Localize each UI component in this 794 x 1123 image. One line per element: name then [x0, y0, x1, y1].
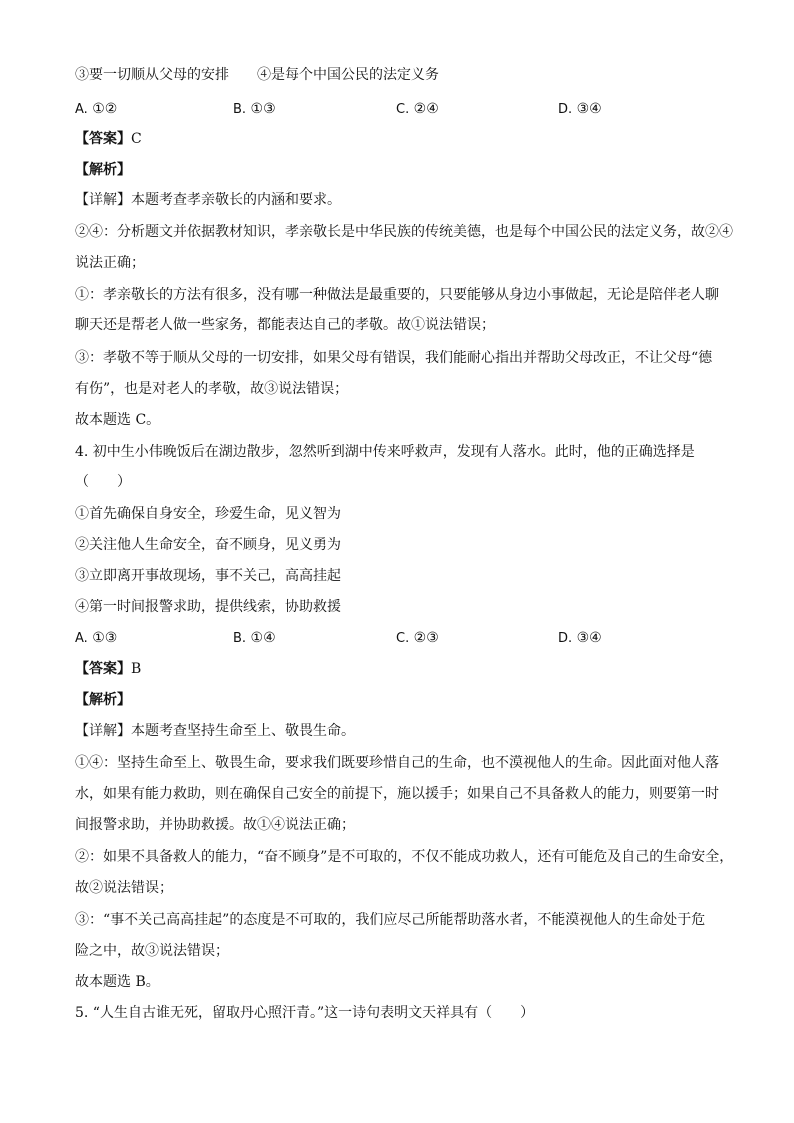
choice-letter: D. [558, 631, 573, 646]
choice-letter: C. [396, 102, 410, 117]
answer-label: 【答案】 [75, 131, 131, 147]
q4-choice-b [233, 628, 276, 649]
q4-stem-b: （ ） [75, 474, 131, 490]
choice-letter: A. [75, 102, 88, 117]
q4-detail-line: 【详解】本题考查坚持生命至上、敬畏生命。 [75, 723, 355, 739]
q4-choice-a [75, 628, 117, 649]
choice-value: ②③ [413, 630, 439, 646]
q4-explanation-1b: 水，如果有能力救助，则在确保自己安全的前提下，施以援手；如果自己不具备救人的能力，则要第一时 [75, 786, 719, 802]
q3-explanation-2b: 聊天还是帮老人做一些家务，都能表达自己的孝敬。故①说法错误； [75, 317, 495, 333]
answer-label: 【答案】 [75, 661, 131, 677]
q4-explanation-3b: 险之中，故③说法错误； [75, 943, 229, 959]
q4-item-2: ②关注他人生命安全，奋不顾身，见义勇为 [75, 537, 341, 553]
q3-explanation-3b: 有伤”，也是对老人的孝敬，故③说法错误； [75, 381, 349, 397]
q4-choice-d [558, 628, 602, 649]
choice-letter: B. [233, 631, 247, 646]
q4-item-3: ③立即离开事故现场，事不关己，高高挂起 [75, 568, 341, 584]
q4-conclusion: 故本题选 B。 [75, 974, 160, 990]
q4-explanation-2a: ②：如果不具备救人的能力，“奋不顾身”是不可取的，不仅不能成功救人，还有可能危及自己的生命安全， [75, 849, 734, 865]
q4-analysis-label: 【解析】 [75, 692, 131, 708]
q3-options-line: ③要一切顺从父母的安排 ④是每个中国公民的法定义务 [75, 67, 439, 83]
q4-explanation-1c: 间报警求助，并协助救援。故①④说法正确； [75, 817, 355, 833]
q4-explanation-2b: 故②说法错误； [75, 880, 173, 896]
q4-item-4: ④第一时间报警求助，提供线索，协助救援 [75, 599, 341, 615]
choice-value: ①④ [250, 630, 276, 646]
q3-explanation-1a: ②④：分析题文并依据教材知识，孝亲敬长是中华民族的传统美德，也是每个中国公民的法定义务，故②④ [75, 224, 733, 240]
choice-value: ①③ [250, 101, 276, 117]
q5-stem: 5. “人生自古谁无死，留取丹心照汗青。”这一诗句表明文天祥具有（ ） [75, 1005, 535, 1021]
q4-answer [75, 659, 725, 679]
choice-value: ③④ [576, 101, 602, 117]
answer-value: C [131, 131, 142, 147]
answer-value: B [131, 661, 142, 677]
choice-value: ①③ [92, 630, 118, 646]
q3-choices [75, 99, 725, 119]
q4-explanation-3a: ③：“事不关己高高挂起”的态度是不可取的，我们应尽己所能帮助落水者，不能漠视他人的生命处于危 [75, 912, 706, 928]
q3-choice-b [233, 99, 276, 120]
choice-letter: C. [396, 631, 410, 646]
q3-answer [75, 129, 725, 149]
q3-explanation-3a: ③：孝敬不等于顺从父母的一切安排，如果父母有错误，我们能耐心指出并帮助父母改正，不让父母“德 [75, 350, 713, 366]
choice-value: ②④ [413, 101, 439, 117]
q3-analysis-label: 【解析】 [75, 162, 131, 178]
q4-stem-a: 4. 初中生小伟晚饭后在湖边散步，忽然听到湖中传来呼救声，发现有人落水。此时，他的正确选择是 [75, 444, 695, 460]
q4-choice-c [396, 628, 439, 649]
choice-letter: B. [233, 102, 247, 117]
q3-explanation-1b: 说法正确； [75, 255, 145, 271]
q3-explanation-2a: ①：孝亲敬长的方法有很多，没有哪一种做法是最重要的，只要能够从身边小事做起，无论是陪伴老人聊 [75, 287, 719, 303]
q3-choice-a [75, 99, 117, 120]
q3-detail-line: 【详解】本题考查孝亲敬长的内涵和要求。 [75, 192, 341, 208]
q4-explanation-1a: ①④：坚持生命至上、敬畏生命，要求我们既要珍惜自己的生命，也不漠视他人的生命。因此面对他人落 [75, 755, 719, 771]
choice-letter: A. [75, 631, 88, 646]
choice-value: ③④ [576, 630, 602, 646]
q4-choices [75, 628, 725, 648]
q3-choice-c [396, 99, 439, 120]
q3-choice-d [558, 99, 602, 120]
choice-value: ①② [92, 101, 118, 117]
choice-letter: D. [558, 102, 573, 117]
q4-item-1: ①首先确保自身安全，珍爱生命，见义智为 [75, 506, 341, 522]
q3-conclusion: 故本题选 C。 [75, 412, 161, 428]
